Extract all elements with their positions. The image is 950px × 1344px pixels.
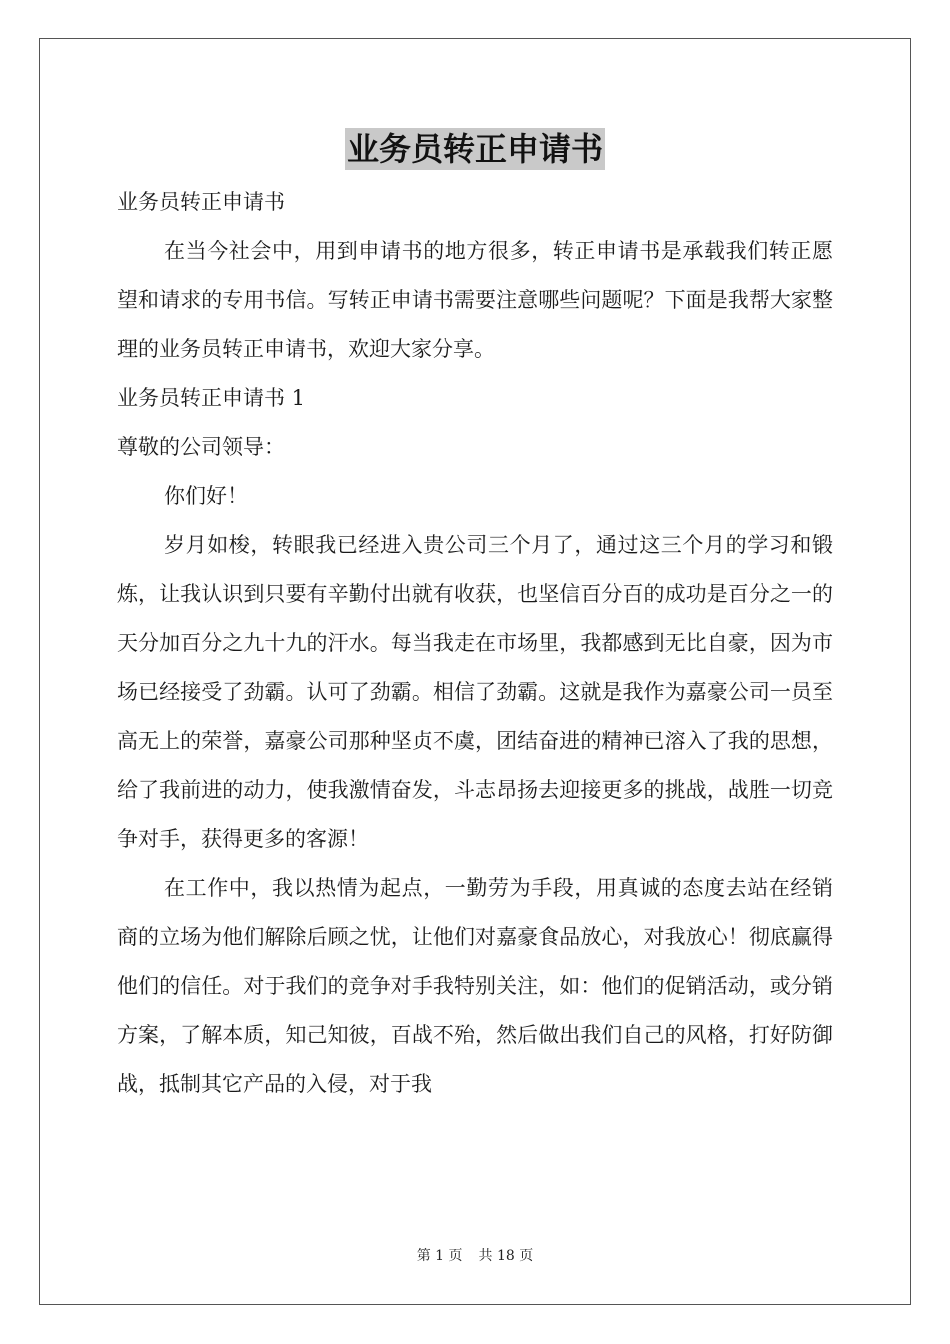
page-total: 共 18 页	[478, 1248, 534, 1264]
document-body	[117, 178, 833, 1109]
paragraph-body-2: 在工作中，我以热情为起点，一勤劳为手段，用真诚的态度去站在经销商的立场为他们解除后顾之忧，让他们对嘉豪食品放心，对我放心！彻底赢得他们的信任。对于我们的竞争对手我特别关注，如：他们的促销活动，或分销方案，了解本质，知己知彼，百战不殆，然后做出我们自己的风格，打好防御战，抵制其它产品的入侵，对于我	[117, 876, 833, 1096]
paragraph-intro: 在当今社会中，用到申请书的地方很多，转正申请书是承载我们转正愿望和请求的专用书信。写转正申请书需要注意哪些问题呢？下面是我帮大家整理的业务员转正申请书，欢迎大家分享。	[117, 239, 833, 361]
paragraph-heading: 业务员转正申请书	[117, 190, 285, 214]
page-footer	[0, 1246, 950, 1266]
paragraph-subheading: 业务员转正申请书 1	[117, 386, 306, 410]
page-number: 第 1 页	[416, 1248, 463, 1264]
paragraph-greeting: 你们好！	[164, 484, 248, 508]
document-title: 业务员转正申请书	[346, 130, 603, 168]
title-container	[0, 128, 950, 170]
paragraph-salutation: 尊敬的公司领导：	[117, 435, 285, 459]
paragraph-body-1: 岁月如梭，转眼我已经进入贵公司三个月了，通过这三个月的学习和锻炼，让我认识到只要有辛勤付出就有收获，也坚信百分百的成功是百分之一的天分加百分之九十九的汗水。每当我走在市场里，我都感到无比自豪，因为市场已经接受了劲霸。认可了劲霸。相信了劲霸。这就是我作为嘉豪公司一员至高无上的荣誉，嘉豪公司那种坚贞不虞，团结奋进的精神已溶入了我的思想，给了我前进的动力，使我激情奋发，斗志昂扬去迎接更多的挑战，战胜一切竞争对手，获得更多的客源！	[117, 533, 833, 851]
